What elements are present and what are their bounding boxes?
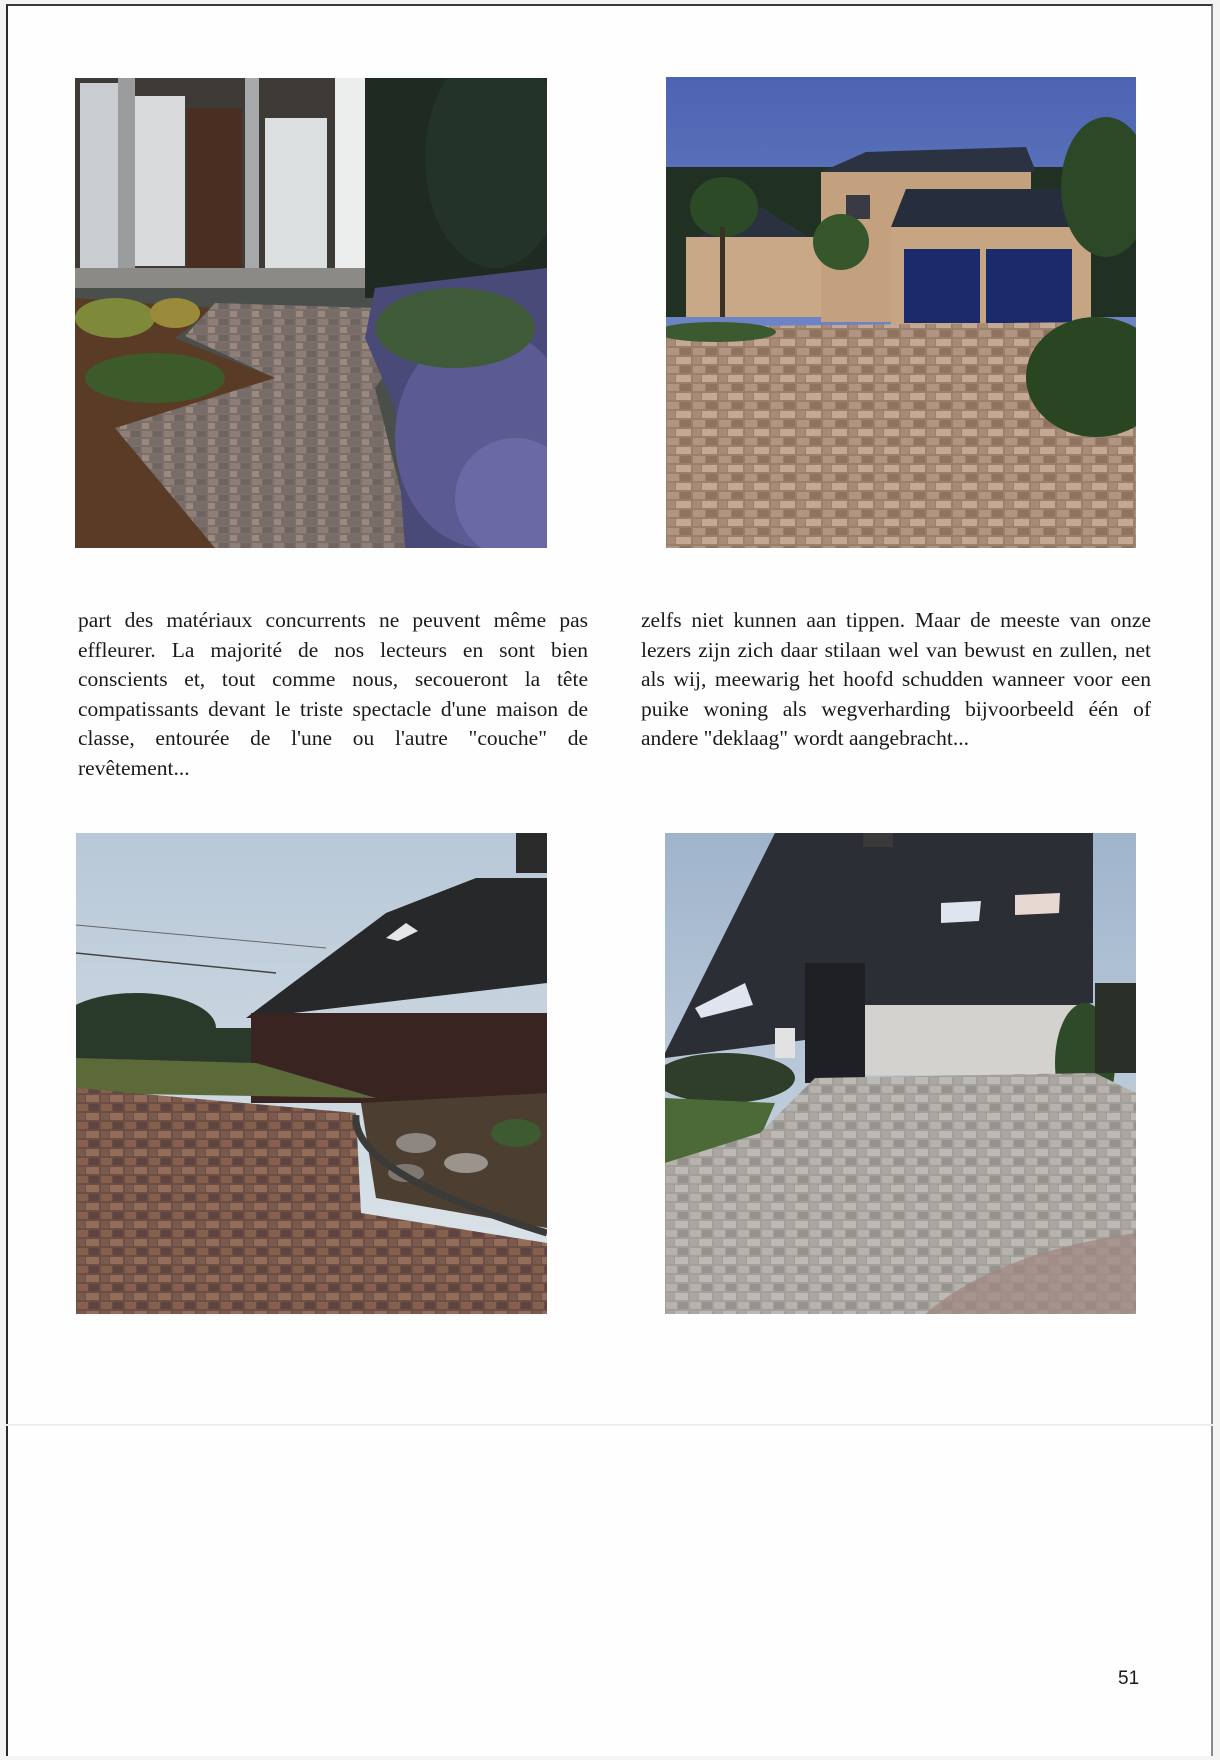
photo-top-right	[666, 77, 1136, 548]
magazine-page	[6, 4, 1213, 1756]
article-text-french: part des matériaux concurrents ne peuvent même pas effleurer. La majorité de nos lecteurs en sont bien conscients et, tout comme nous, secoueront la tête compatissants devant le triste spectacle d'une maison de classe, entourée de l'une ou l'autre "couche" de revêtement...	[78, 608, 588, 780]
page-fold-line	[6, 1424, 1213, 1426]
photo-top-left	[75, 78, 547, 548]
photo-bottom-left	[76, 833, 547, 1314]
article-text-dutch: zelfs niet kunnen aan tippen. Maar de meeste van onze lezers zijn zich daar stilaan wel van bewust en zullen, net als wij, meewarig het hoofd schudden wanneer voor een puike woning als wegverharding bijvoorbeeld één of andere "deklaag" wordt aangebracht...	[641, 608, 1151, 751]
photo-bottom-right	[665, 833, 1136, 1314]
page-number: 51	[1118, 1668, 1140, 1689]
